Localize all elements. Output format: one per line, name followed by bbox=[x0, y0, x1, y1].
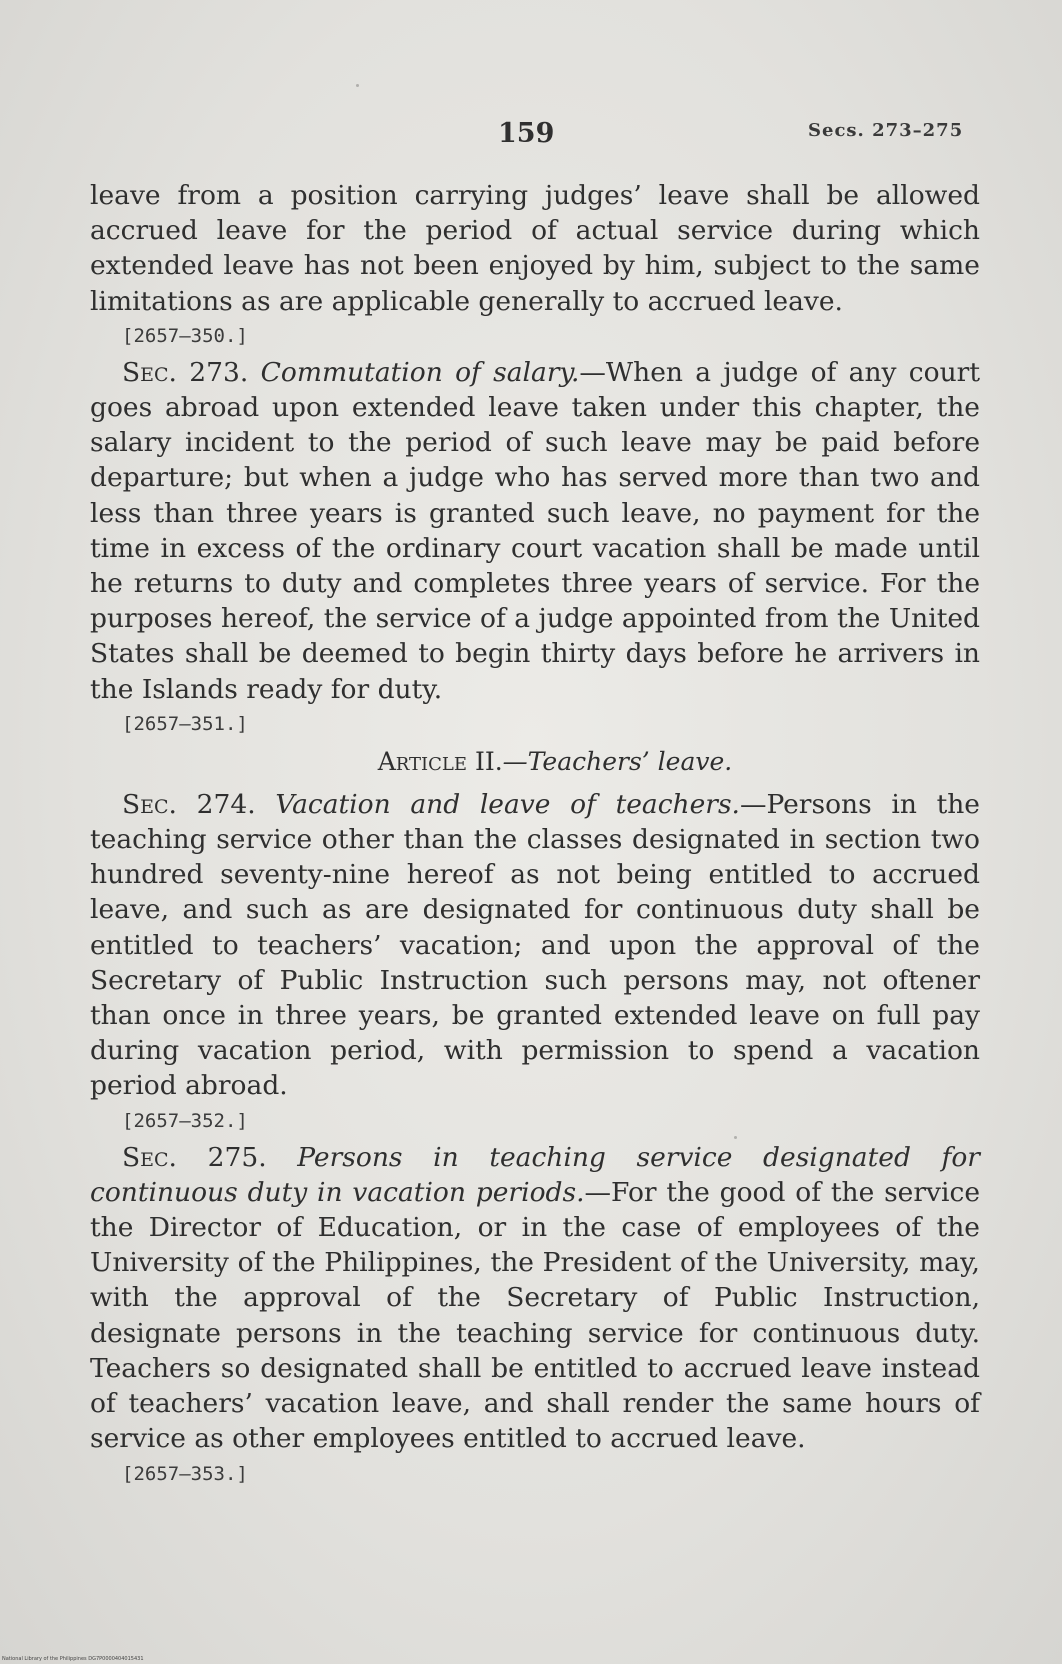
section-273-title: Commutation of salary. bbox=[260, 356, 580, 388]
page-number: 159 bbox=[498, 118, 555, 149]
article-label: Article II. bbox=[377, 746, 503, 776]
section-275-text: —For the good of the service the Director of Education, or in the case of employees of the University of the Philippines, the President of the University, may, with the approval of the Secretary of Public Instruction, designate persons in the teaching service for continuous duty. Teachers so designated shall be entitled to accrued leave instead of teachers’ vacation leave, and shall render the same hours of service as other employees entitled to accrued leave. bbox=[90, 1176, 980, 1455]
continuation-paragraph bbox=[90, 178, 980, 319]
continuation-text: leave from a position carrying judges’ leave shall be allowed accrued leave for the period of actual service during which extended leave has not been enjoyed by him, subject to the same limitations as are applicable generally to accrued leave. bbox=[90, 180, 980, 317]
section-273-number: Sec. 273. bbox=[122, 356, 249, 388]
citation-351: [2657—351.] bbox=[122, 712, 248, 735]
dust-speck bbox=[356, 84, 359, 87]
section-273-text: —When a judge of any court goes abroad upon extended leave taken under this chapter, the salary incident to the period of such leave may be paid before departure; but when a judge who has served more than two and less than three years is granted such leave, no payment for the time in excess of the ordinary court vacation shall be made until he returns to duty and completes three years of service. For the purposes hereof, the service of a judge appointed from the United States shall be deemed to begin thirty days before he arrivers in the Islands ready for duty. bbox=[90, 356, 980, 705]
section-range: Secs. 273–275 bbox=[808, 120, 964, 141]
section-274-text: —Persons in the teaching service other than the classes designated in section two hundred seventy-nine hereof as not being entitled to accrued leave, and such as are designated for continuous duty shall be entitled to teachers’ vacation; and upon the approval of the Secretary of Public Instruction such persons may, not oftener than once in three years, be granted extended leave on full pay during vacation period, with permission to spend a vacation period abroad. bbox=[90, 788, 980, 1102]
section-275 bbox=[90, 1140, 980, 1457]
section-273 bbox=[90, 355, 980, 707]
section-274-title: Vacation and leave of teachers. bbox=[275, 788, 740, 820]
article-heading bbox=[90, 745, 980, 779]
citation-353: [2657—353.] bbox=[122, 1462, 248, 1485]
body-text bbox=[90, 178, 980, 1493]
running-header bbox=[0, 118, 1062, 158]
section-275-title: Persons in teaching service designated for continuous duty in vacation periods. bbox=[90, 1141, 980, 1208]
section-274-number: Sec. 274. bbox=[122, 788, 256, 820]
citation-352: [2657—352.] bbox=[122, 1109, 248, 1132]
section-274 bbox=[90, 787, 980, 1104]
footer-credit: National Library of the Philippines DG7P0000404015431 bbox=[2, 1656, 144, 1662]
citation-350: [2657—350.] bbox=[122, 324, 248, 347]
article-title: —Teachers’ leave. bbox=[502, 746, 733, 776]
section-275-number: Sec. 275. bbox=[122, 1141, 267, 1173]
